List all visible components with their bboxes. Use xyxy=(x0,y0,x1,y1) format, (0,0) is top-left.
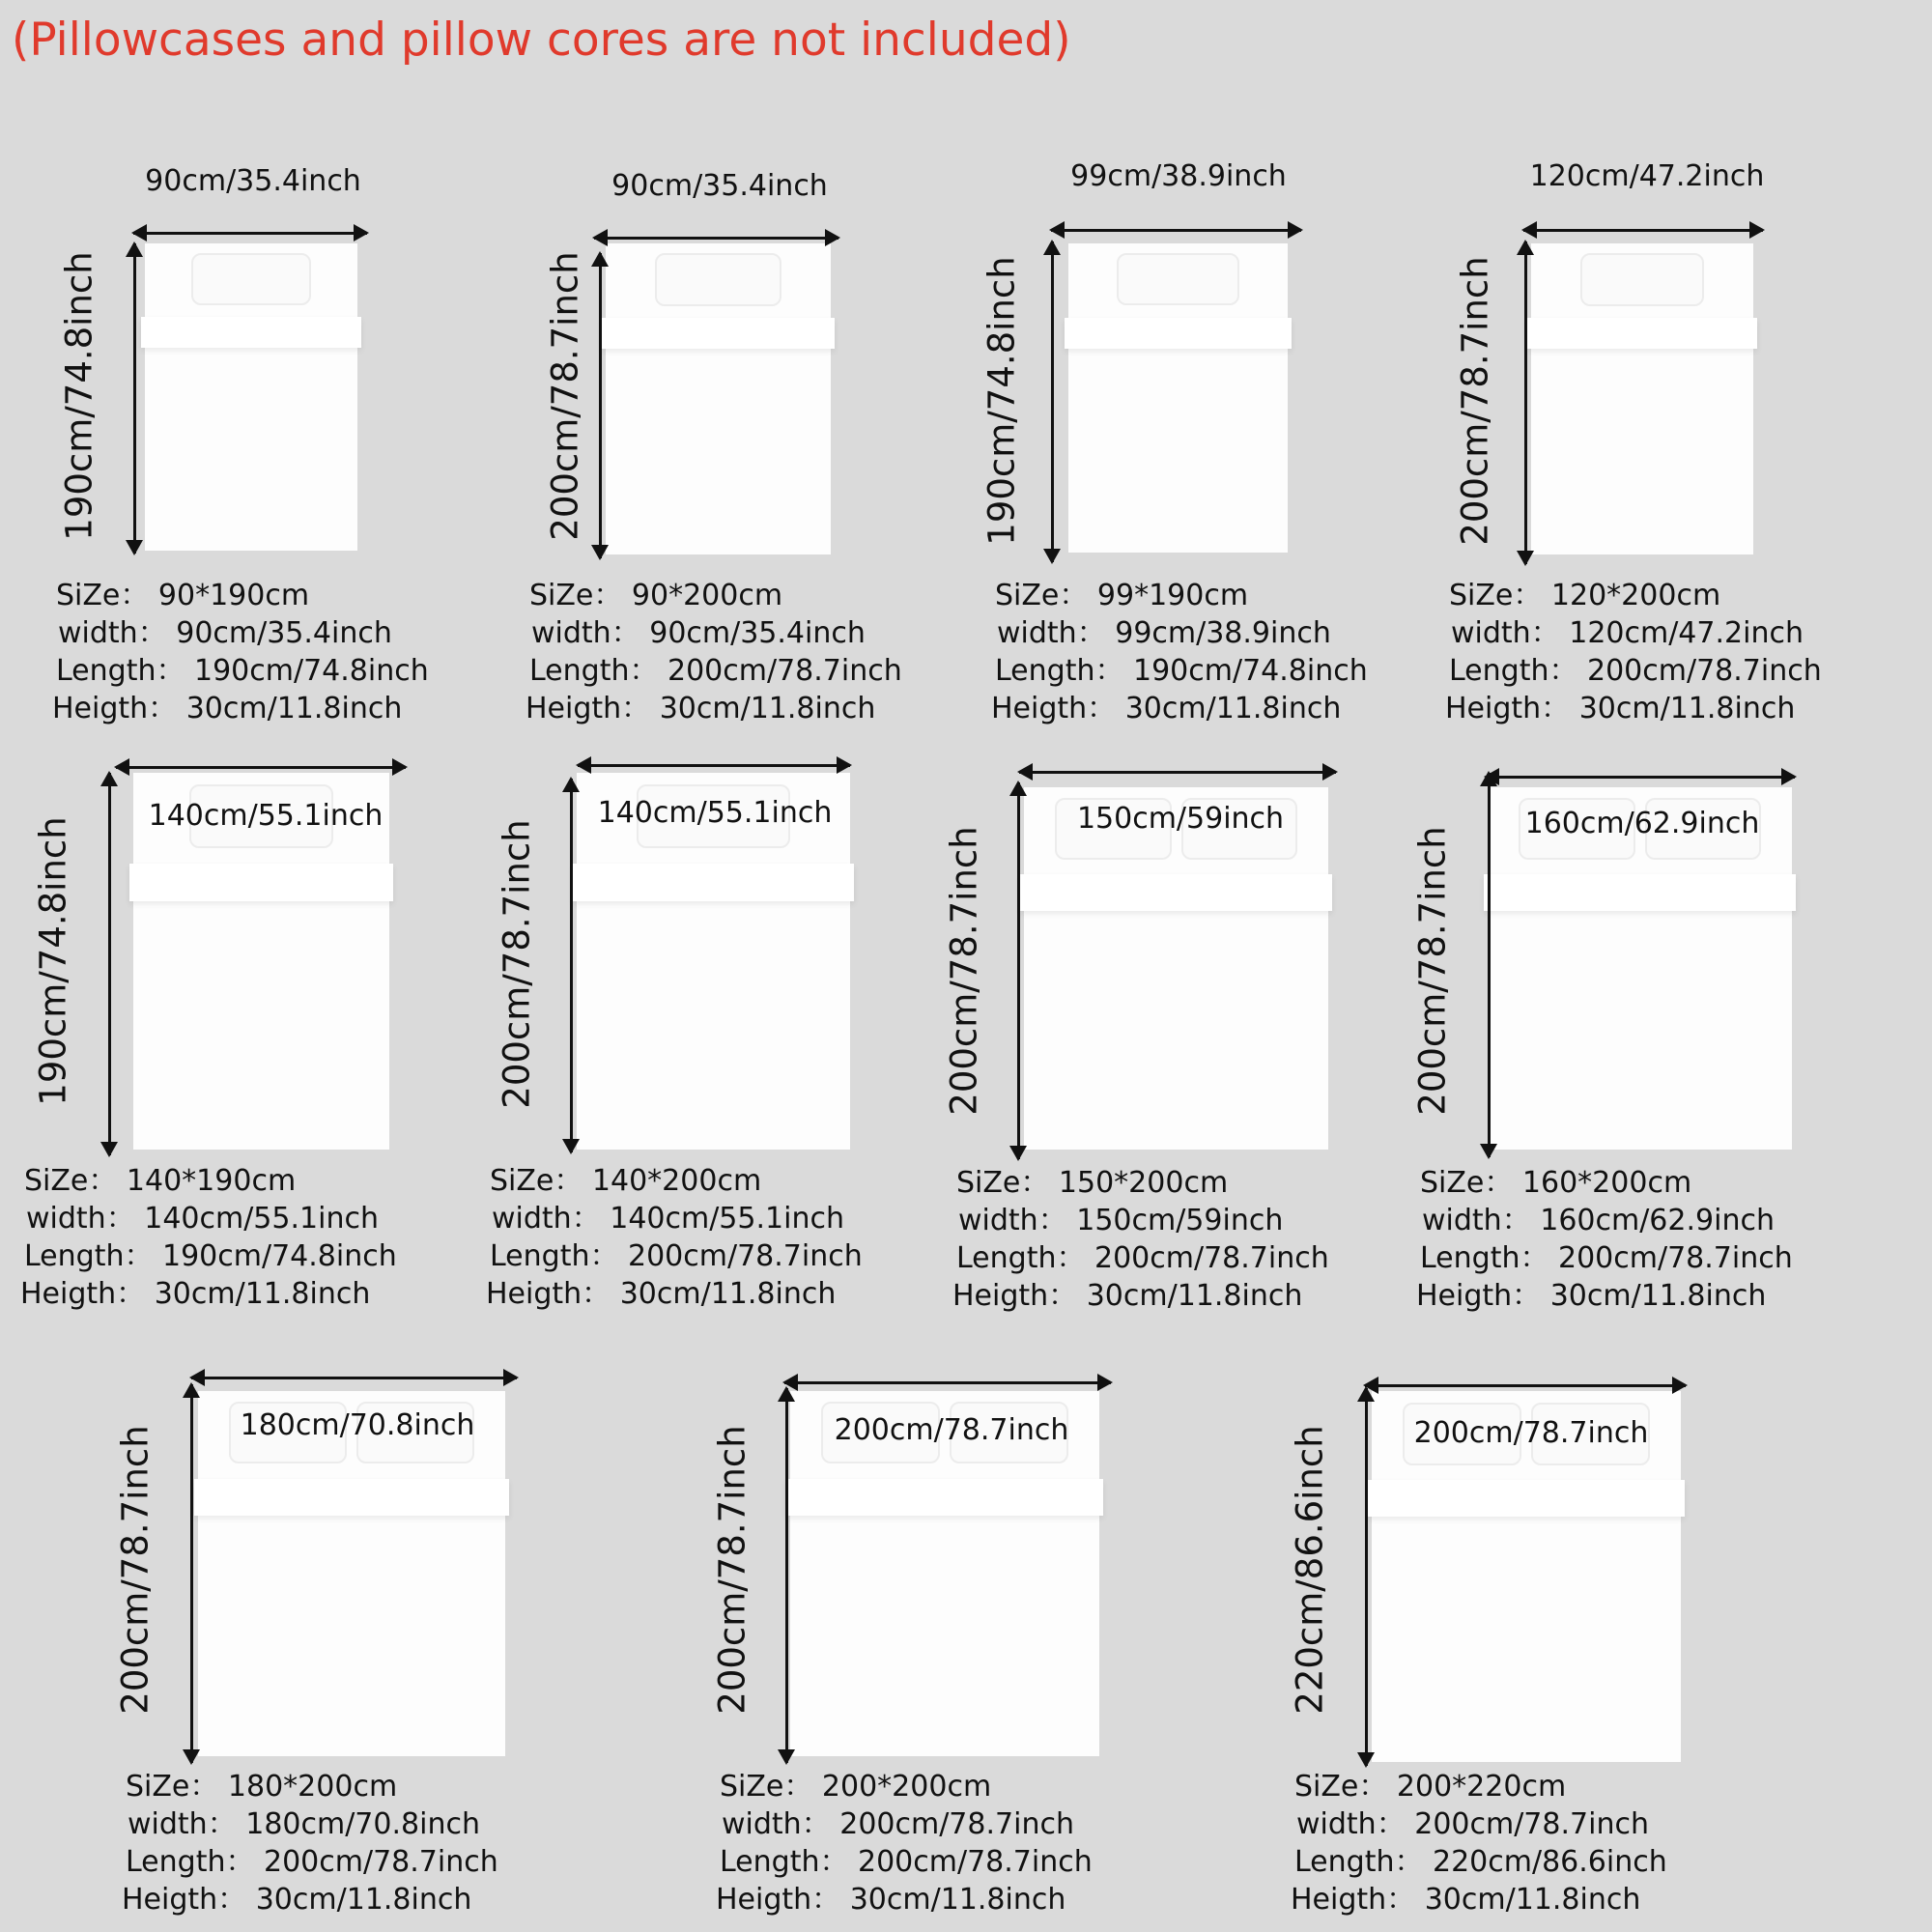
spec-height: Heigth： 30cm/11.8inch xyxy=(526,692,876,725)
spec-size: SiZe： 140*190cm xyxy=(24,1164,297,1198)
spec-list xyxy=(1445,577,1822,727)
spec-height: Heigth： 30cm/11.8inch xyxy=(716,1883,1066,1917)
spec-size: SiZe： 120*200cm xyxy=(1449,579,1721,612)
spec-width: width： 180cm/70.8inch xyxy=(128,1807,480,1841)
spec-size: SiZe： 99*190cm xyxy=(995,579,1249,612)
sheet-fold xyxy=(786,1479,1103,1516)
spec-height: Heigth： 30cm/11.8inch xyxy=(52,692,403,725)
bed-illustration xyxy=(1024,787,1328,1150)
spec-width: width： 90cm/35.4inch xyxy=(531,616,866,650)
spec-size: SiZe： 140*200cm xyxy=(490,1164,762,1198)
pillow-row xyxy=(191,253,311,305)
length-label-text: 200cm/78.7inch xyxy=(711,1425,753,1715)
spec-height: Heigth： 30cm/11.8inch xyxy=(952,1279,1303,1313)
spec-length: Length： 200cm/78.7inch xyxy=(1420,1241,1793,1275)
bed-illustration xyxy=(1531,243,1753,554)
spec-length: Length： 190cm/74.8inch xyxy=(56,654,429,688)
spec-list xyxy=(20,1162,397,1313)
spec-list xyxy=(716,1768,1093,1918)
width-arrow xyxy=(116,766,406,769)
length-arrow xyxy=(599,253,602,558)
bed-illustration xyxy=(1068,243,1288,553)
length-label-text: 200cm/78.7inch xyxy=(114,1425,156,1715)
bed-illustration xyxy=(145,243,357,551)
width-label: 99cm/38.9inch xyxy=(1070,159,1287,193)
pillow xyxy=(1580,253,1704,306)
width-arrow xyxy=(133,232,367,235)
width-label: 180cm/70.8inch xyxy=(240,1408,475,1442)
spec-width: width： 140cm/55.1inch xyxy=(492,1202,844,1236)
spec-width: width： 200cm/78.7inch xyxy=(722,1807,1074,1841)
width-arrow xyxy=(594,237,838,240)
spec-width: width： 90cm/35.4inch xyxy=(58,616,392,650)
sheet-fold xyxy=(1065,318,1292,349)
spec-list xyxy=(991,577,1368,727)
spec-length: Length： 220cm/86.6inch xyxy=(1294,1845,1667,1879)
sheet-fold xyxy=(1484,874,1796,911)
spec-size: SiZe： 200*200cm xyxy=(720,1770,992,1804)
length-label-text: 200cm/78.7inch xyxy=(496,819,538,1109)
sheet-fold xyxy=(141,317,361,348)
sheet-fold xyxy=(573,864,854,901)
width-label: 90cm/35.4inch xyxy=(145,164,361,198)
spec-list xyxy=(122,1768,498,1918)
length-arrow xyxy=(570,779,573,1152)
width-label: 160cm/62.9inch xyxy=(1524,807,1760,840)
length-arrow xyxy=(785,1388,788,1763)
length-arrow xyxy=(108,773,111,1155)
pillow-row xyxy=(1580,253,1704,306)
pillow xyxy=(191,253,311,305)
bed-illustration xyxy=(1488,787,1792,1150)
length-label-text: 190cm/74.8inch xyxy=(980,256,1023,546)
width-label: 150cm/59inch xyxy=(1076,802,1285,836)
width-label: 140cm/55.1inch xyxy=(597,796,833,830)
length-arrow xyxy=(1488,773,1491,1157)
width-arrow xyxy=(191,1377,517,1379)
width-label: 200cm/78.7inch xyxy=(1413,1416,1649,1450)
width-label: 200cm/78.7inch xyxy=(834,1413,1069,1447)
length-arrow xyxy=(190,1384,193,1763)
sheet-fold xyxy=(194,1479,509,1516)
length-label-text: 200cm/78.7inch xyxy=(1454,256,1496,546)
spec-size: SiZe： 90*200cm xyxy=(529,579,783,612)
spec-height: Heigth： 30cm/11.8inch xyxy=(1416,1279,1767,1313)
pillow-row xyxy=(1117,253,1239,305)
spec-height: Heigth： 30cm/11.8inch xyxy=(122,1883,472,1917)
spec-list xyxy=(52,577,429,727)
spec-length: Length： 200cm/78.7inch xyxy=(529,654,902,688)
spec-size: SiZe： 150*200cm xyxy=(956,1166,1229,1200)
spec-list xyxy=(1291,1768,1667,1918)
spec-height: Heigth： 30cm/11.8inch xyxy=(20,1277,371,1311)
length-label-text: 200cm/78.7inch xyxy=(943,826,985,1116)
spec-width: width： 200cm/78.7inch xyxy=(1296,1807,1649,1841)
spec-length: Length： 200cm/78.7inch xyxy=(720,1845,1093,1879)
spec-width: width： 150cm/59inch xyxy=(958,1204,1284,1237)
width-arrow xyxy=(578,764,850,767)
width-arrow xyxy=(784,1381,1111,1384)
spec-height: Heigth： 30cm/11.8inch xyxy=(991,692,1342,725)
sheet-fold xyxy=(129,864,393,901)
spec-length: Length： 200cm/78.7inch xyxy=(490,1239,863,1273)
width-arrow xyxy=(1019,771,1336,774)
spec-length: Length： 200cm/78.7inch xyxy=(1449,654,1822,688)
spec-length: Length： 190cm/74.8inch xyxy=(24,1239,397,1273)
spec-height: Heigth： 30cm/11.8inch xyxy=(1291,1883,1641,1917)
spec-length: Length： 200cm/78.7inch xyxy=(126,1845,498,1879)
spec-length: Length： 190cm/74.8inch xyxy=(995,654,1368,688)
sheet-fold xyxy=(1020,874,1332,911)
width-arrow xyxy=(1365,1384,1686,1387)
bed-illustration xyxy=(606,243,831,554)
spec-size: SiZe： 90*190cm xyxy=(56,579,310,612)
spec-length: Length： 200cm/78.7inch xyxy=(956,1241,1329,1275)
sheet-fold xyxy=(1527,318,1757,349)
width-arrow xyxy=(1051,229,1301,232)
spec-list xyxy=(952,1164,1329,1315)
length-arrow xyxy=(1017,782,1020,1159)
length-arrow xyxy=(1051,242,1054,562)
length-arrow xyxy=(133,243,136,554)
length-arrow xyxy=(1365,1388,1368,1766)
width-arrow xyxy=(1486,776,1795,779)
spec-width: width： 99cm/38.9inch xyxy=(997,616,1331,650)
spec-size: SiZe： 200*220cm xyxy=(1294,1770,1567,1804)
pillow-row xyxy=(655,253,781,306)
spec-width: width： 120cm/47.2inch xyxy=(1451,616,1804,650)
length-label-text: 200cm/78.7inch xyxy=(1411,826,1454,1116)
sheet-fold xyxy=(602,318,835,349)
spec-width: width： 160cm/62.9inch xyxy=(1422,1204,1775,1237)
spec-height: Heigth： 30cm/11.8inch xyxy=(1445,692,1796,725)
pillow xyxy=(1117,253,1239,305)
spec-size: SiZe： 180*200cm xyxy=(126,1770,398,1804)
length-label-text: 190cm/74.8inch xyxy=(32,816,74,1106)
spec-list xyxy=(526,577,902,727)
spec-size: SiZe： 160*200cm xyxy=(1420,1166,1692,1200)
bed-illustration xyxy=(198,1391,505,1756)
length-label-text: 220cm/86.6inch xyxy=(1289,1425,1331,1715)
spec-list xyxy=(486,1162,863,1313)
length-arrow xyxy=(1524,242,1527,564)
notice-text: (Pillowcases and pillow cores are not included) xyxy=(12,14,1071,67)
sheet-fold xyxy=(1368,1480,1685,1517)
width-label: 120cm/47.2inch xyxy=(1529,159,1765,193)
length-label-text: 190cm/74.8inch xyxy=(58,251,100,541)
spec-height: Heigth： 30cm/11.8inch xyxy=(486,1277,837,1311)
length-label-text: 200cm/78.7inch xyxy=(544,251,586,541)
spec-list xyxy=(1416,1164,1793,1315)
width-arrow xyxy=(1523,229,1763,232)
width-label: 90cm/35.4inch xyxy=(611,169,828,203)
spec-width: width： 140cm/55.1inch xyxy=(26,1202,379,1236)
width-label: 140cm/55.1inch xyxy=(148,799,384,833)
pillow xyxy=(655,253,781,306)
